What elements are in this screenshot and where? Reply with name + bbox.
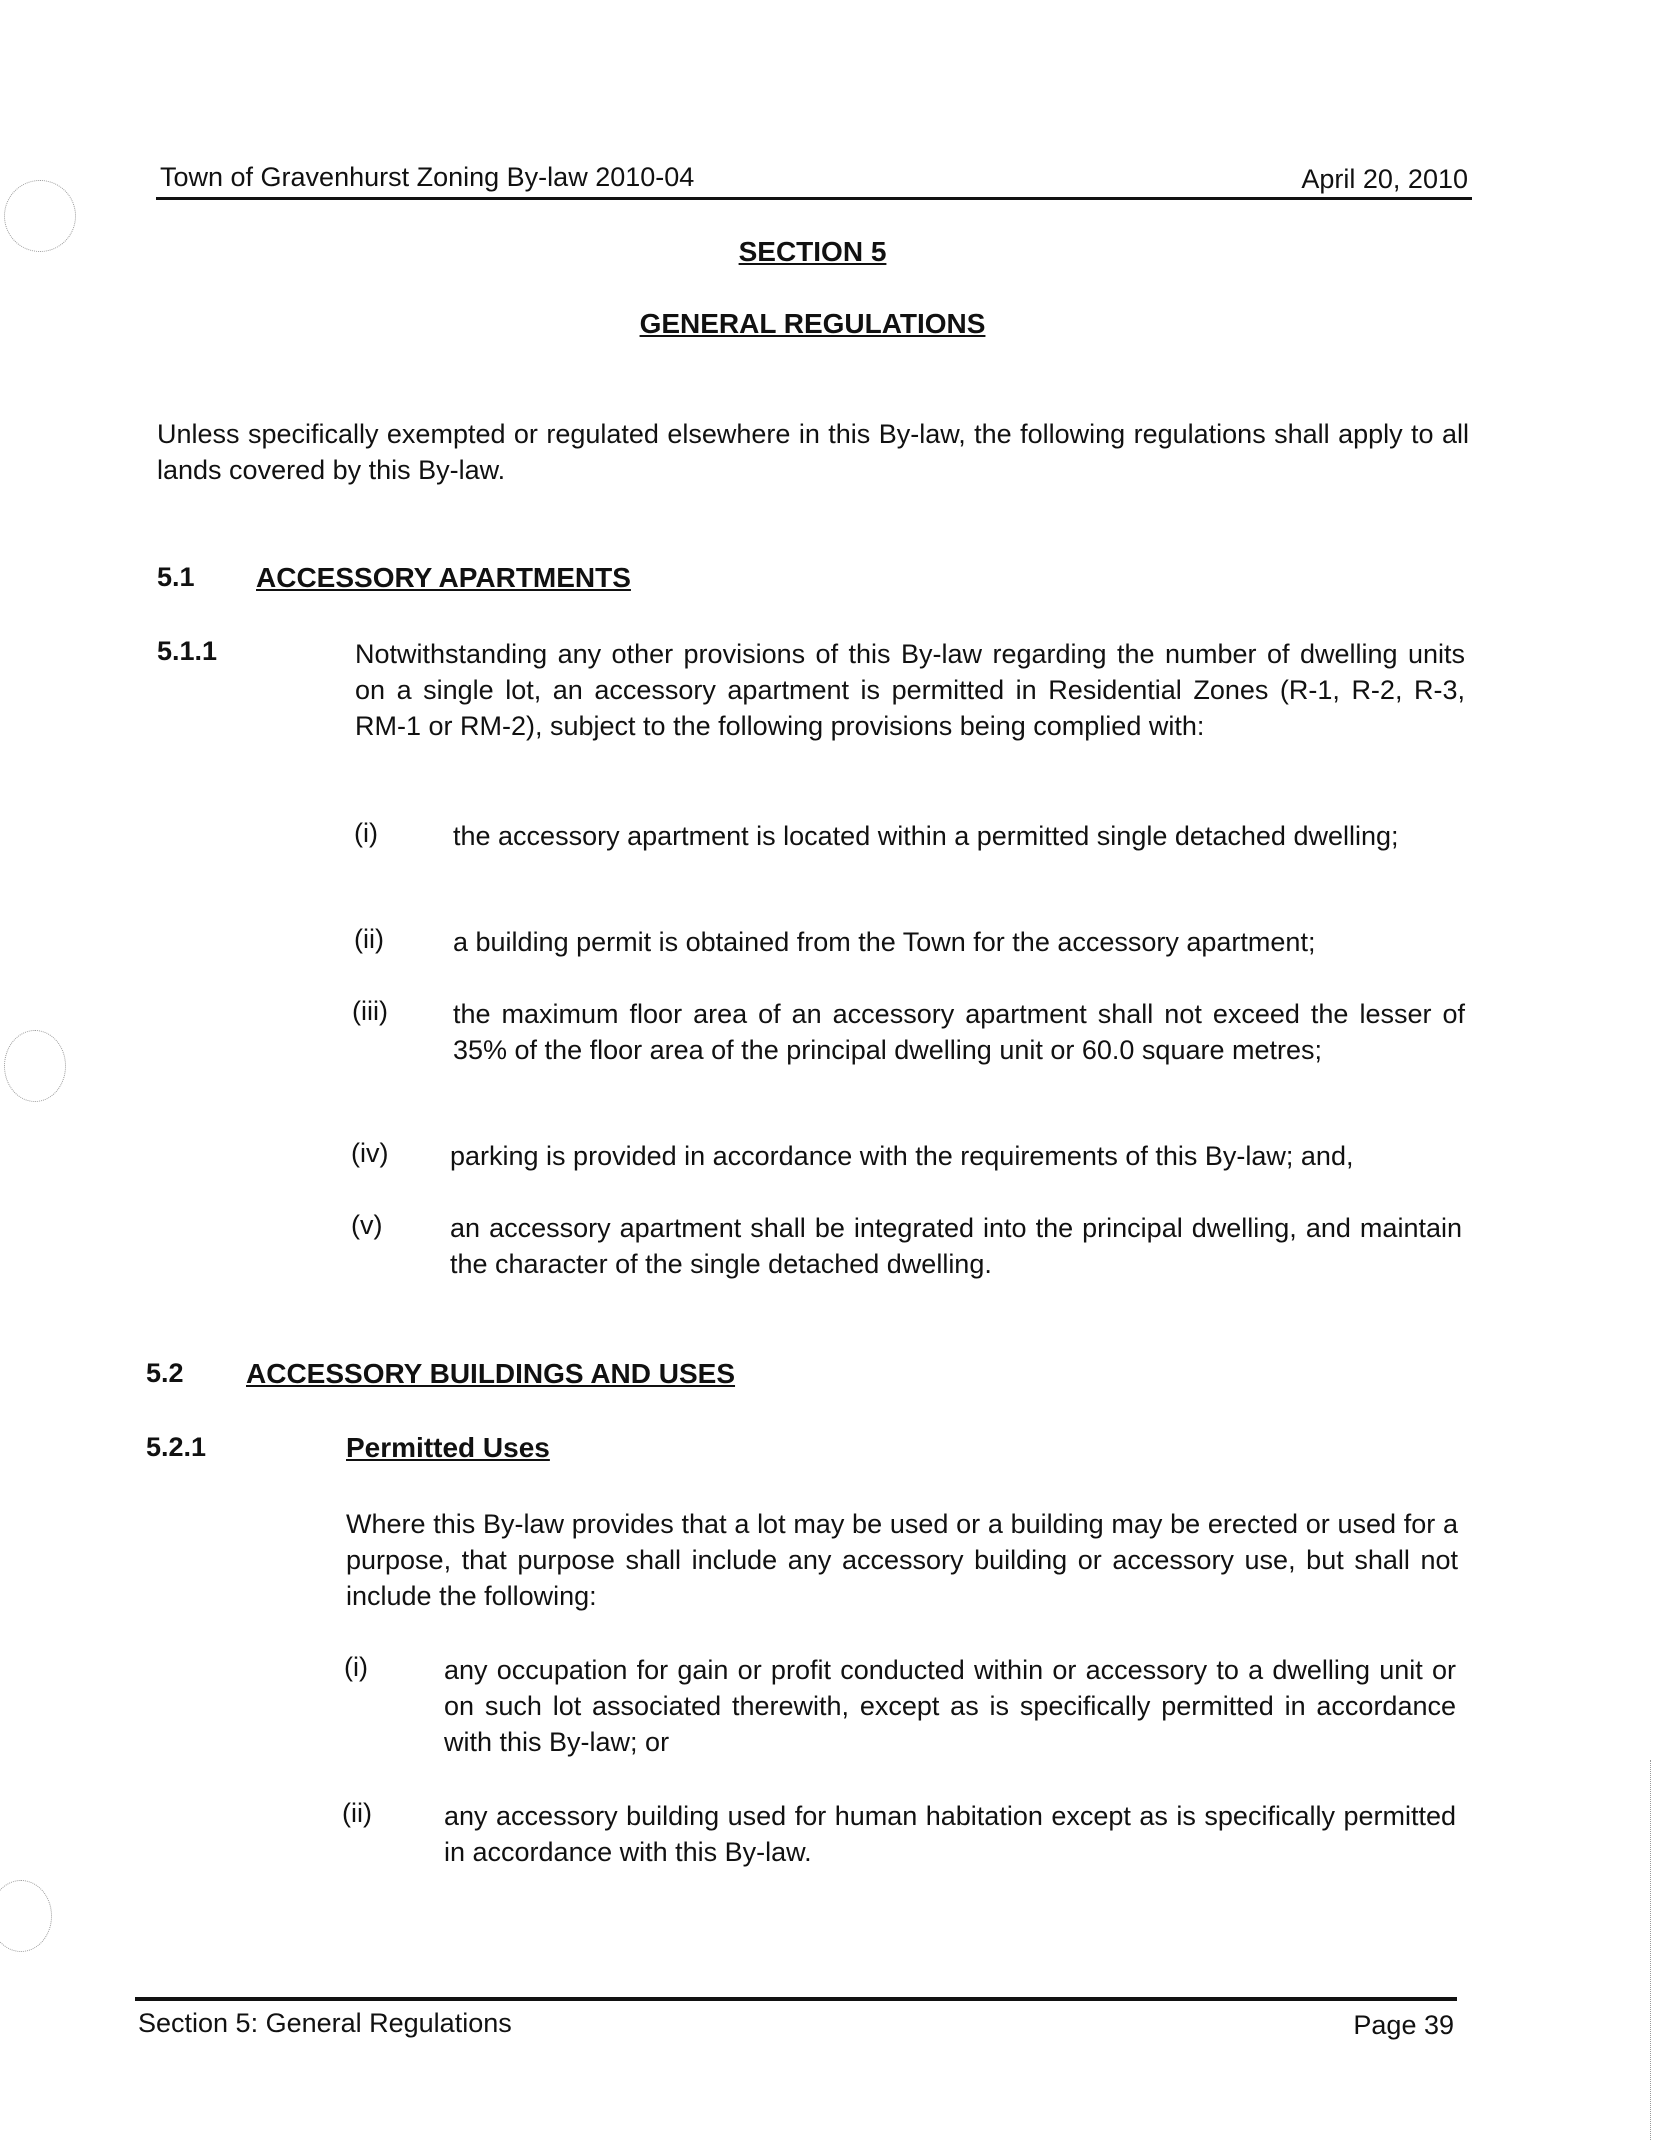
section-5-2-1-text: Where this By-law provides that a lot may be used or a building may be erected or used for a purpose, that purpose shall include any accessory building or accessory use, but shall not include the following: (346, 1509, 1458, 1611)
section-5-2-heading: ACCESSORY BUILDINGS AND USES (246, 1358, 736, 1389)
list-item: any accessory building used for human habitation except as is specifically permitted in accordance with this By-law. (444, 1801, 1456, 1867)
list-item: parking is provided in accordance with the requirements of this By-law; and, (450, 1141, 1354, 1171)
list-marker: (iii) (352, 996, 388, 1026)
list-marker: (iv) (351, 1138, 389, 1168)
list-marker: (v) (351, 1210, 383, 1240)
header-rule (156, 197, 1472, 200)
footer-page-number: Page 39 (1353, 2010, 1454, 2040)
scan-edge (1650, 1760, 1652, 2140)
section-5-2-1-number: 5.2.1 (146, 1432, 207, 1462)
footer-section: Section 5: General Regulations (138, 2008, 512, 2038)
section-5-1-number: 5.1 (157, 562, 195, 592)
section-5-1-1-text: Notwithstanding any other provisions of this By-law regarding the number of dwelling units on a single lot, an accessory apartment is permitted in Residential Zones (R-1, R-2, R-3, RM-1 or RM-2), subject to the following provisions being complied with: (355, 639, 1465, 741)
list-item: the maximum floor area of an accessory apartment shall not exceed the lesser of 35% of the floor area of the principal dwelling unit or 60.0 square metres; (453, 999, 1465, 1065)
header-title: Town of Gravenhurst Zoning By-law 2010-04 (160, 162, 695, 192)
punch-hole-mark (4, 1030, 66, 1102)
section-5-1-heading: ACCESSORY APARTMENTS (256, 562, 631, 593)
list-marker: (i) (354, 818, 378, 848)
list-item: an accessory apartment shall be integrated into the principal dwelling, and maintain the character of the single detached dwelling. (450, 1213, 1462, 1279)
footer-rule (135, 1997, 1457, 2001)
list-marker: (ii) (342, 1798, 372, 1828)
list-item: a building permit is obtained from the Town for the accessory apartment; (453, 927, 1316, 957)
section-name-title: GENERAL REGULATIONS (639, 308, 986, 339)
list-item: the accessory apartment is located within a permitted single detached dwelling; (453, 821, 1399, 851)
section-5-2-number: 5.2 (146, 1358, 184, 1388)
section-5-1-1-number: 5.1.1 (157, 636, 218, 666)
intro-paragraph: Unless specifically exempted or regulated elsewhere in this By-law, the following regulations shall apply to all lands covered by this By-law. (157, 419, 1469, 485)
list-marker: (ii) (354, 924, 384, 954)
punch-hole-mark (0, 1880, 52, 1952)
section-5-2-1-heading: Permitted Uses (346, 1432, 550, 1463)
list-item: any occupation for gain or profit conducted within or accessory to a dwelling unit or on such lot associated therewith, except as is specifically permitted in accordance with this By-law; or (444, 1655, 1456, 1757)
section-number-title: SECTION 5 (738, 236, 887, 267)
list-marker: (i) (344, 1652, 368, 1682)
header-date: April 20, 2010 (1301, 164, 1468, 194)
